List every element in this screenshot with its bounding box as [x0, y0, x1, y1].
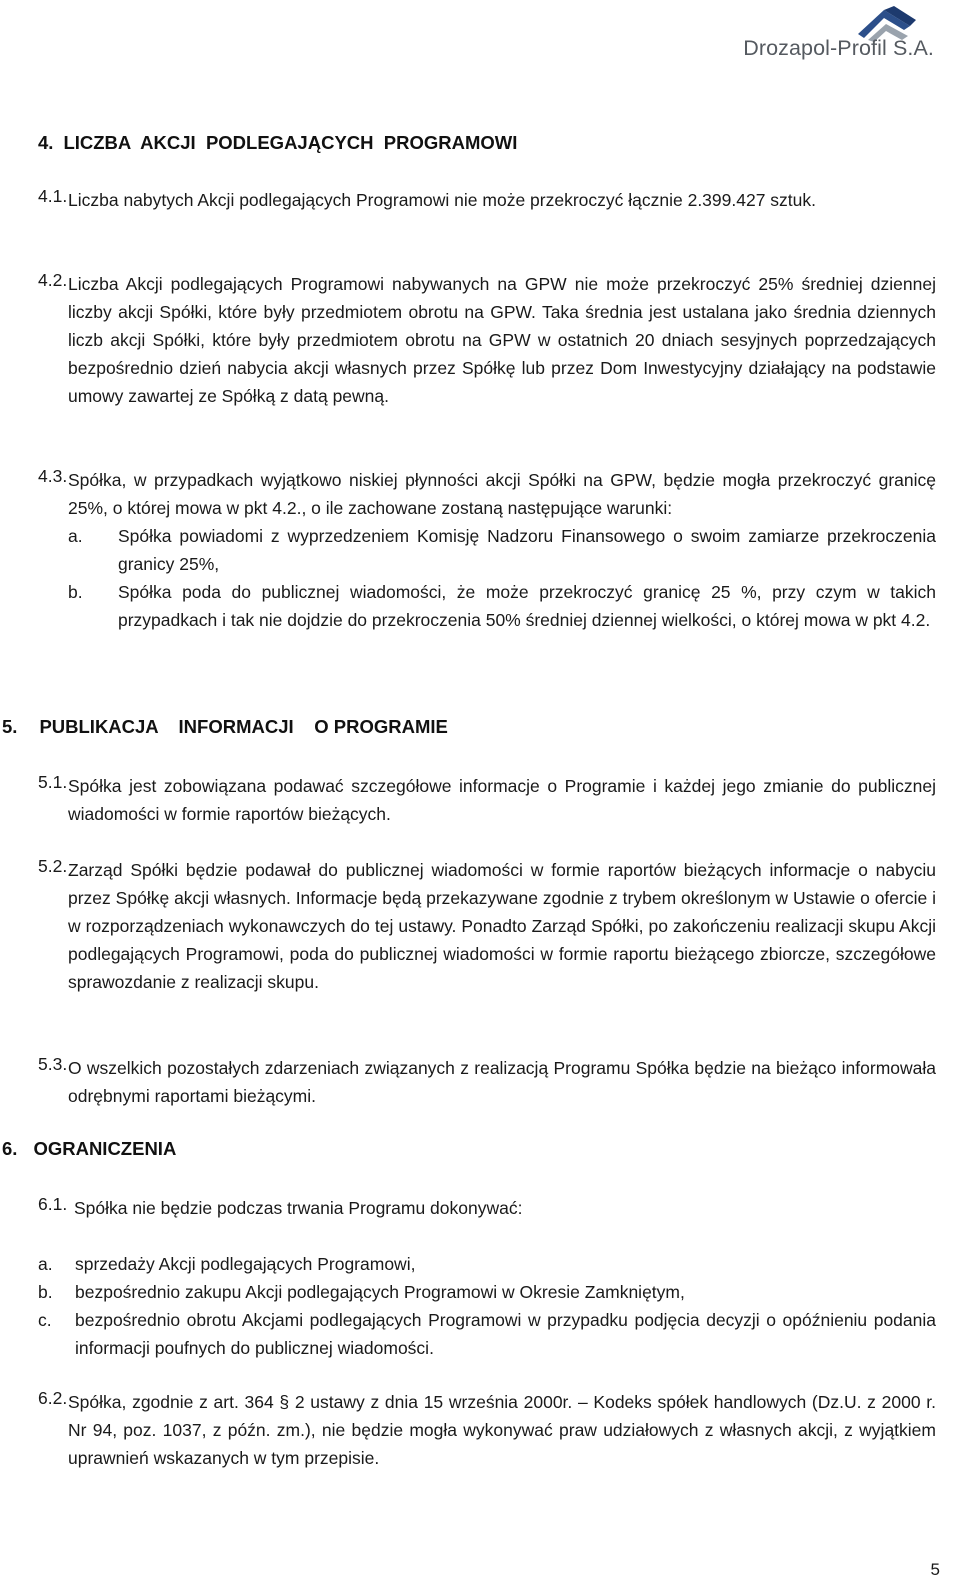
paragraph-number: 6.2. — [38, 1388, 68, 1408]
list-item — [38, 1306, 936, 1362]
paragraph-text: Liczba Akcji podlegających Programowi nabywanych na GPW nie może przekroczyć 25% średniej dziennej liczby akcji Spółki, które były przedmiotem obrotu na GPW. Taka średnia jest ustalana jako średnia dziennych liczb akcji Spółki, które były przedmiotem obrotu na GPW w ostatnich 20 dniach sesyjnych poprzedzających bezpośrednio dzień nabycia akcji własnych przez Spółkę lub przez Dom Inwestycyjny działający na podstawie umowy zawartej ze Spółką z datą pewną. — [68, 274, 936, 406]
paragraph-4-1 — [38, 186, 936, 214]
paragraph-number: 5.1. — [38, 772, 68, 792]
paragraph-text: Spółka jest zobowiązana podawać szczegółowe informacje o Programie i każdej jego zmianie do publicznej wiadomości w formie raportów bieżących. — [68, 776, 936, 824]
list-label: c. — [38, 1310, 52, 1330]
paragraph-text — [68, 466, 936, 634]
paragraph-6-2 — [38, 1388, 936, 1472]
list-item — [38, 1250, 936, 1278]
list-text: bezpośrednio obrotu Akcjami podlegających Programowi w przypadku podjęcia decyzji o opóźnieniu podania informacji poufnych do publicznej wiadomości. — [75, 1310, 936, 1358]
list-text: Spółka poda do publicznej wiadomości, że może przekroczyć granicę 25 %, przy czym w takich przypadkach i tak nie dojdzie do przekroczenia 50% średniej dziennej wielkości, o której mowa w pkt 4.2. — [118, 582, 936, 630]
page-number: 5 — [930, 1560, 940, 1579]
paragraph-5-2 — [38, 856, 936, 996]
paragraph-number: 4.1. — [38, 186, 68, 206]
list-label: a. — [38, 1254, 53, 1274]
paragraph-text: O wszelkich pozostałych zdarzeniach związanych z realizacją Programu Spółka będzie na bieżąco informowała odrębnymi raportami bieżącymi. — [68, 1058, 936, 1106]
section-number: 5. — [2, 716, 18, 737]
paragraph-number: 5.3. — [38, 1054, 68, 1074]
list-label: b. — [38, 1282, 53, 1302]
list-item — [38, 1278, 936, 1306]
section-title: PUBLIKACJA INFORMACJI O PROGRAMIE — [39, 716, 448, 737]
section-title: LICZBA AKCJI PODLEGAJĄCYCH PROGRAMOWI — [63, 132, 518, 153]
paragraph-4-3 — [38, 466, 936, 634]
paragraph-text: Liczba nabytych Akcji podlegających Programowi nie może przekroczyć łącznie 2.399.427 sztuk. — [68, 190, 817, 210]
paragraph-number: 5.2. — [38, 856, 68, 876]
section-4-heading — [38, 132, 517, 154]
paragraph-text: Spółka, zgodnie z art. 364 § 2 ustawy z dnia 15 września 2000r. – Kodeks spółek handlowych (Dz.U. z 2000 r. Nr 94, poz. 1037, z późn. zm.), nie będzie mogła wykonywać praw udziałowych z własnych akcji, z wyjątkiem uprawnień wskazanych w tym przepisie. — [68, 1392, 936, 1468]
paragraph-4-2 — [38, 270, 936, 410]
paragraph-5-1 — [38, 772, 936, 828]
logo-text: Drozapol-Profil S.A. — [743, 36, 934, 60]
list-text: bezpośrednio zakupu Akcji podlegających Programowi w Okresie Zamkniętym, — [75, 1282, 685, 1302]
paragraph-number: 4.2. — [38, 270, 68, 290]
list-label: a. — [68, 526, 83, 546]
company-logo — [706, 4, 946, 66]
paragraph-6-1 — [38, 1194, 936, 1222]
section-number: 6. — [2, 1138, 18, 1159]
section-5-heading — [2, 716, 448, 738]
paragraph-text: Spółka nie będzie podczas trwania Programu dokonywać: — [74, 1198, 523, 1218]
section-title: OGRANICZENIA — [33, 1138, 177, 1159]
condition-b — [68, 578, 936, 634]
list-text: sprzedaży Akcji podlegających Programowi, — [75, 1254, 416, 1274]
list-label: b. — [68, 582, 83, 602]
list-text: Spółka powiadomi z wyprzedzeniem Komisję Nadzoru Finansowego o swoim zamiarze przekroczenia granicy 25%, — [118, 526, 936, 574]
paragraph-number: 6.1. — [38, 1194, 68, 1214]
paragraph-intro: Spółka, w przypadkach wyjątkowo niskiej płynności akcji Spółki na GPW, będzie mogła przekroczyć granicę 25%, o której mowa w pkt 4.2., o ile zachowane zostaną następujące warunki: — [68, 470, 936, 518]
paragraph-text: Zarząd Spółki będzie podawał do publicznej wiadomości w formie raportów bieżących informacje o nabyciu przez Spółkę akcji własnych. Informacje będą przekazywane zgodnie z trybem określonym w Ustawie o ofercie i w rozporządzeniach wykonawczych do tej ustawy. Ponadto Zarząd Spółki, po zakończeniu realizacji skupu Akcji podlegających Programowi, poda do publicznej wiadomości w formie raportu bieżącego zbiorcze, szczegółowe sprawozdanie z realizacji skupu. — [68, 860, 936, 992]
restrictions-list — [38, 1250, 936, 1362]
section-6-heading — [2, 1138, 176, 1160]
section-number: 4. — [38, 132, 54, 153]
paragraph-number: 4.3. — [38, 466, 68, 486]
condition-a — [68, 522, 936, 578]
paragraph-5-3 — [38, 1054, 936, 1110]
